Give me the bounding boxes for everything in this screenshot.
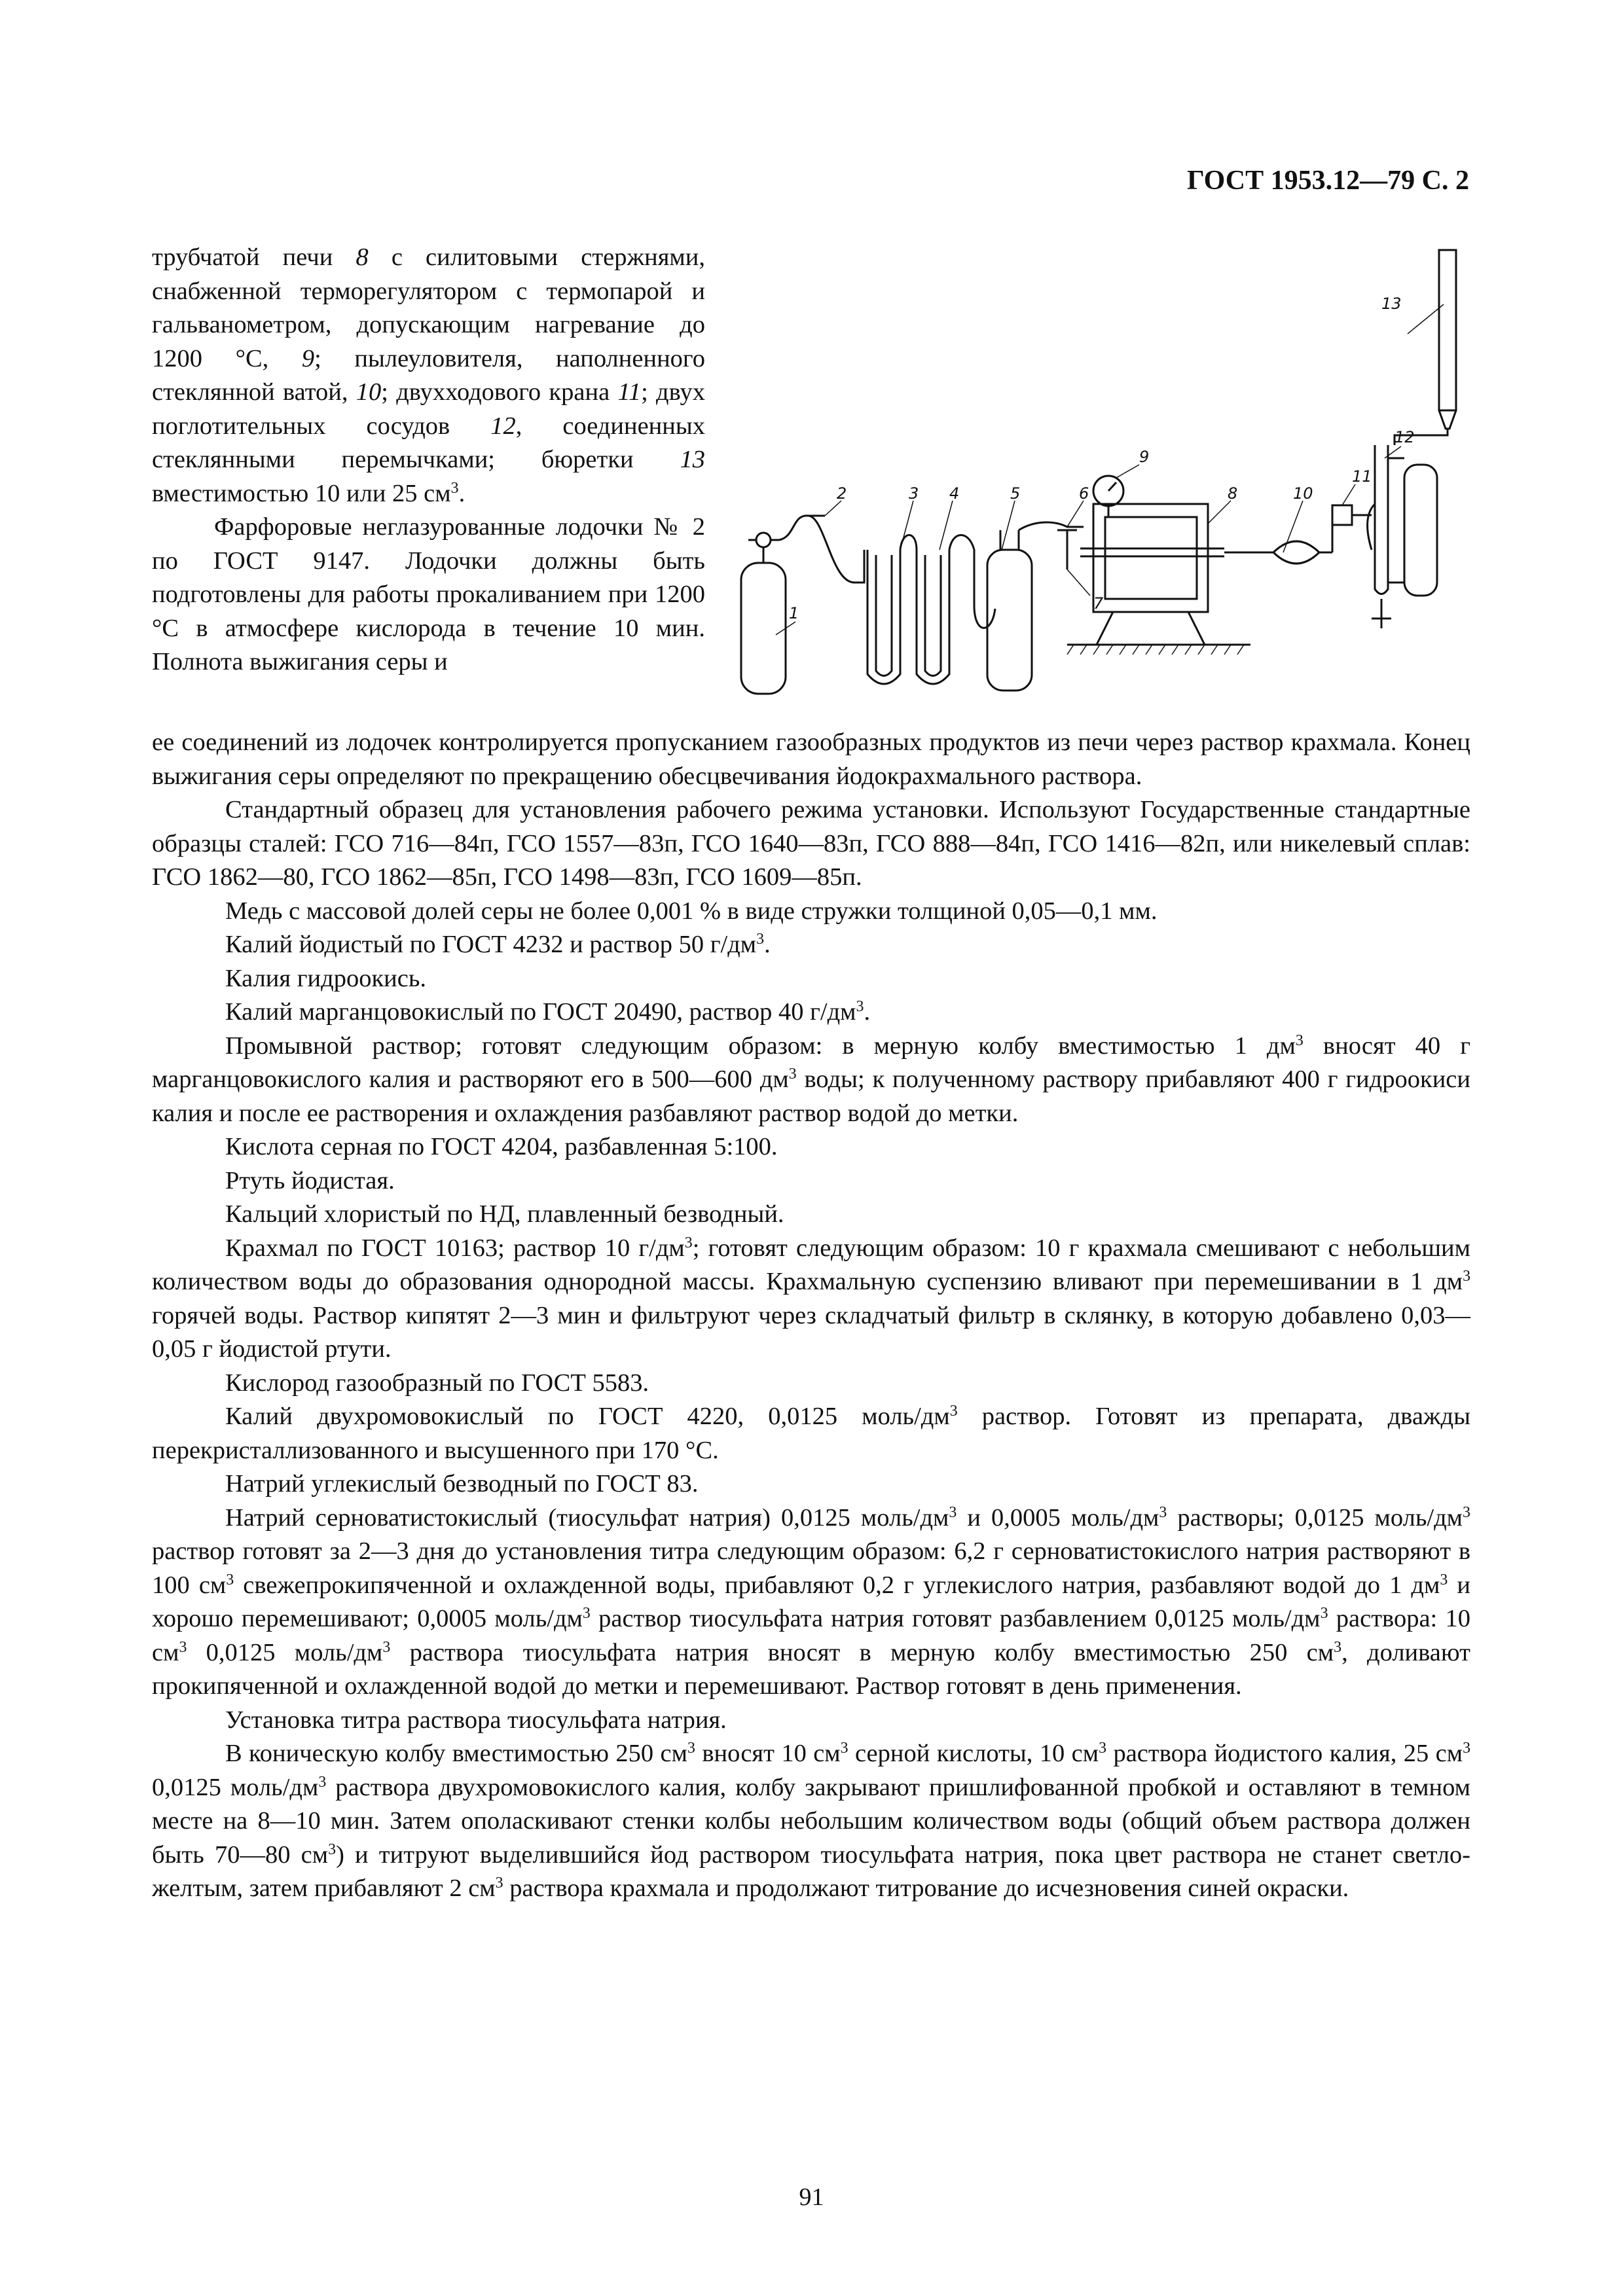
absorption-vessels-12	[1368, 445, 1437, 628]
body-paragraph: Калий йодистый по ГОСТ 4232 и раствор 50 $г/дм^3$.	[225, 930, 771, 958]
figure-label-7: 7	[1093, 594, 1104, 613]
body-paragraph: Натрий серноватистокислый (тиосульфат натрия) 0,0125 моль/$дм^3$ и 0,0005 моль/$дм^3$ растворы; 0,0125 моль/$дм^3$ раствор готовят за 2—3 дня до установления титра следующим образом: 6,2 г серноватистокислого натрия растворяют в 100 $см^3$ свежепрокипяченной и охлажденной воды, прибавляют 0,2 г углекислого натрия, разбавляют водой до 1 $дм^3$ и хорошо перемешивают; 0,0005 моль/$дм^3$ раствор тиосульфата натрия готовят разбавлением 0,0125 моль/$дм^3$ раствора: 10 $см^3$ 0,0125 моль/$дм^3$ раствора тиосульфата натрия вносят в мерную колбу вместимостью 250 $см^3$, доливают прокипяченной и охлажденной водой до метки и перемешивают. Раствор готовят в день применения.	[152, 1503, 1471, 1700]
u-tube-4	[917, 550, 949, 684]
body-paragraph: Натрий углекислый безводный по ГОСТ 83.	[225, 1470, 699, 1498]
figure-label-13: 13	[1381, 295, 1402, 313]
body-paragraph: Стандартный образец для установления рабочего режима установки. Используют Государственные стандартные образцы сталей: ГСО 716—84п, ГСО 1557—83п, ГСО 1640—83п, ГСО 888—84п, ГСО 1416—82п, или никелевый сплав: ГСО 1862—80, ГСО 1862—85п, ГСО 1498—83п, ГСО 1609—85п.	[152, 796, 1470, 891]
left-column-text	[152, 241, 705, 679]
continuation-paragraph: ее соединений из лодочек контролируется пропусканием газообразных продуктов из печи через раствор крахмала. Конец выжигания серы определяют по прекращению обесцвечивания йодокрахмального раствора.	[152, 728, 1470, 790]
apparatus-figure	[727, 242, 1480, 713]
body-paragraph: Кальций хлористый по НД, плавленный безводный.	[225, 1200, 784, 1228]
left-column-paragraph: трубчатой печи 8 с силитовыми стержнями, снабженной терморегулятором с термопарой и гальванометром, допускающим нагревание до 1200 °С, 9; пылеуловителя, наполненного стеклянной ватой, 10; двухходового крана 11; двух поглотительных сосудов 12, соединенных стеклянными перемычками; бюретки 13 вместимостью 10 или 25 $см^3$.	[152, 243, 706, 507]
left-column-paragraph: Фарфоровые неглазурованные лодочки № 2 по ГОСТ 9147. Лодочки должны быть подготовлены для работы прокаливанием при 1200 °С в атмосфере кислорода в течение 10 мин. Полнота выжигания серы и	[152, 513, 705, 675]
figure-label-4: 4	[949, 484, 960, 503]
page-number: 91	[799, 2183, 824, 2211]
figure-label-3: 3	[909, 484, 919, 503]
figure-label-12: 12	[1395, 428, 1415, 446]
dust-catcher-10	[1224, 541, 1332, 564]
body-paragraph: Крахмал по ГОСТ 10163; раствор 10 $г/дм^3$; готовят следующим образом: 10 г крахмала смешивают с небольшим количеством воды до образования однородной массы. Крахмальную суспензию вливают при перемешивании в 1 $дм^3$ горячей воды. Раствор кипятят 2—3 мин и фильтруют через складчатый фильтр в склянку, в которую добавлено 0,03—0,05 г йодистой ртути.	[152, 1234, 1471, 1363]
main-text	[152, 726, 1470, 1906]
galvanometer-9	[1093, 476, 1123, 517]
wash-bottle-5	[974, 530, 1032, 691]
page-header: ГОСТ 1953.12—79 С. 2	[1186, 166, 1469, 196]
figure-label-1: 1	[789, 604, 799, 622]
body-paragraph: Промывной раствор; готовят следующим образом: в мерную колбу вместимостью 1 $дм^3$ вносят 40 г марганцовокислого калия и растворяют его в 500—600 $дм^3$ воды; к полученному раствору прибавляют 400 г гидроокиси калия и после ее растворения и охлаждения разбавляют раствор водой до метки.	[152, 1031, 1470, 1127]
body-paragraph: Калия гидроокись.	[225, 964, 427, 992]
figure-label-9: 9	[1139, 448, 1150, 466]
figure-label-6: 6	[1079, 484, 1089, 503]
body-paragraph: Установка титра раствора тиосульфата натрия.	[225, 1706, 727, 1734]
oxygen-cylinder	[741, 533, 786, 694]
tube-furnace-8	[1067, 504, 1250, 645]
stopcock-11	[1332, 505, 1372, 552]
figure-label-8: 8	[1228, 484, 1238, 503]
body-paragraph: Кислота серная по ГОСТ 4204, разбавленная 5:100.	[225, 1133, 778, 1160]
figure-label-10: 10	[1293, 484, 1313, 503]
body-paragraph: В коническую колбу вместимостью 250 $см^3$ вносят 10 $см^3$ серной кислоты, 10 $см^3$ раствора йодистого калия, 25 $см^3$ 0,0125 моль/$дм^3$ раствора двухромовокислого калия, колбу закрывают пришлифованной пробкой и оставляют в темном месте на 8—10 мин. Затем ополаскивают стенки колбы небольшим количеством воды (общий объем раствора должен быть 70—80 $см^3$) и титруют выделившийся йод раствором тиосульфата натрия, пока цвет раствора не станет светло-желтым, затем прибавляют 2 $см^3$ раствора крахмала и продолжают титрование до исчезновения синей окраски.	[152, 1739, 1471, 1902]
body-paragraph: Ртуть йодистая.	[225, 1166, 395, 1194]
burette-13	[1395, 250, 1456, 445]
body-paragraph: Калий марганцовокислый по ГОСТ 20490, раствор 40 $г/дм^3$.	[225, 997, 871, 1026]
u-tube-3	[867, 550, 900, 684]
body-paragraph: Медь с массовой долей серы не более 0,001 % в виде стружки толщиной 0,05—0,1 мм.	[225, 897, 1158, 925]
figure-label-5: 5	[1010, 484, 1021, 503]
figure-label-11: 11	[1352, 467, 1372, 486]
figure-label-2: 2	[837, 484, 847, 503]
body-paragraph: Кислород газообразный по ГОСТ 5583.	[225, 1369, 649, 1397]
body-paragraph: Калий двухромовокислый по ГОСТ 4220, 0,0125 моль/$дм^3$ раствор. Готовят из препарата, дважды перекристаллизованного и высушенного при 170 °С.	[152, 1402, 1470, 1464]
